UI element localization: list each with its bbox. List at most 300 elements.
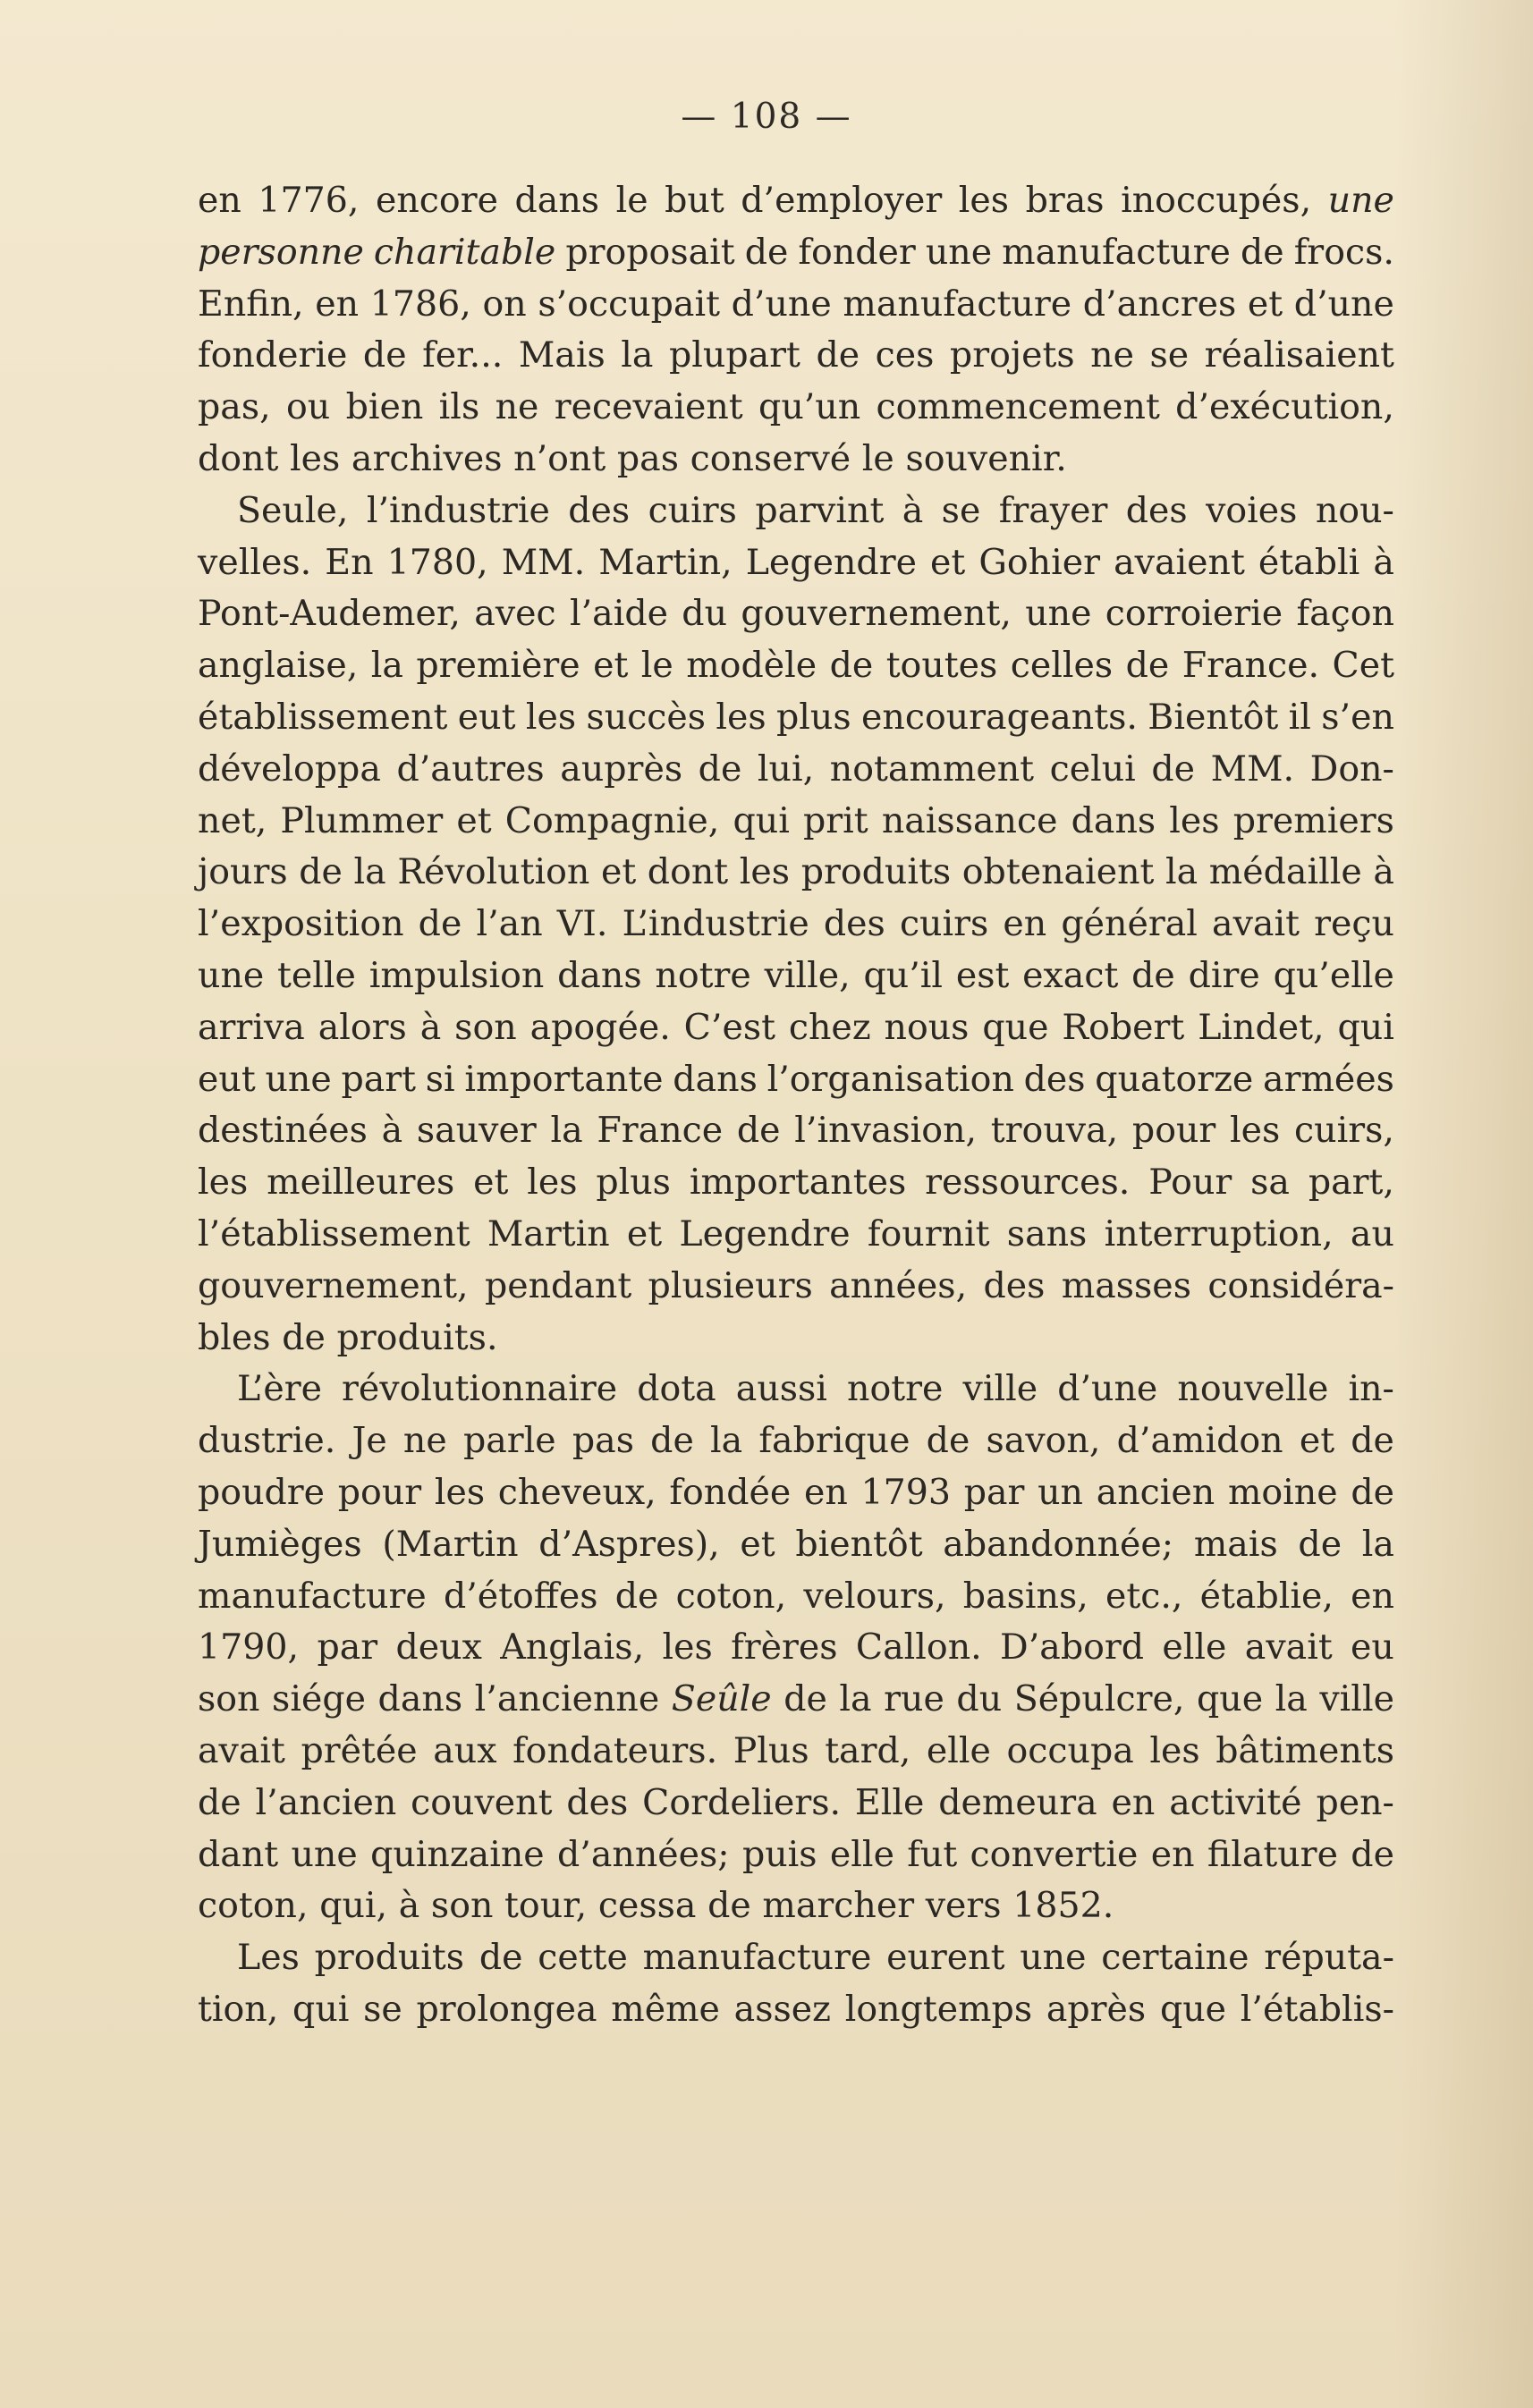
word: plusieurs [648, 1264, 813, 1306]
word: la [621, 334, 654, 376]
word: lui, [757, 748, 815, 790]
word: et [593, 645, 629, 687]
word: et [1299, 1420, 1335, 1462]
word: chez [788, 1006, 871, 1048]
word: que [1159, 1988, 1227, 2030]
text-line [198, 1984, 1394, 2036]
word: importantes [689, 1162, 907, 1204]
word: ou [286, 386, 331, 428]
word: nouvelle [1177, 1368, 1329, 1410]
word: avait [1212, 903, 1300, 945]
word: fut [907, 1833, 958, 1875]
word: manufacture [642, 1937, 872, 1979]
word: la [710, 1420, 743, 1462]
word: Plus [733, 1729, 809, 1771]
word: dota [637, 1368, 716, 1410]
word: impulsion [368, 954, 545, 996]
word: des [1023, 1058, 1086, 1100]
text-line [198, 537, 1394, 589]
word: bles [198, 1316, 271, 1358]
word: à [419, 1006, 442, 1048]
word: ne [402, 1420, 447, 1462]
word: pas [616, 437, 679, 479]
word: succès [586, 696, 707, 738]
word: une [925, 231, 993, 273]
word: demeura [938, 1781, 1097, 1823]
word: velours, [803, 1575, 946, 1617]
word: par [317, 1626, 378, 1669]
word: savon, [986, 1420, 1101, 1462]
word: que [1196, 1678, 1264, 1720]
word: ne [1090, 334, 1134, 376]
word: puis [741, 1833, 817, 1875]
word: quatorze [1095, 1058, 1254, 1100]
word: Martin [487, 1212, 610, 1255]
word: elle [926, 1729, 991, 1771]
word: elle [1162, 1626, 1227, 1669]
word: et [740, 1523, 775, 1565]
text-line [198, 899, 1394, 951]
word: importante [464, 1058, 664, 1100]
word: certaine [1101, 1937, 1249, 1979]
word: cuirs, [1294, 1110, 1394, 1152]
word: révolutionnaire [342, 1368, 618, 1410]
word: pendant [484, 1264, 632, 1306]
word: armées [1263, 1058, 1394, 1100]
word: les [525, 696, 577, 738]
word: sa [1250, 1162, 1290, 1204]
text-line [198, 796, 1394, 848]
text-line [198, 1415, 1394, 1467]
word: ressources. [925, 1162, 1131, 1204]
word: ville, [764, 954, 851, 996]
word: qui, [319, 1885, 388, 1927]
word: Martin, [598, 541, 733, 583]
word: Mais [518, 334, 606, 376]
word: archives [351, 437, 503, 479]
word: et [473, 1162, 509, 1204]
word: qui [292, 1988, 350, 2030]
word: dont [647, 851, 729, 893]
word: Compagnie, [504, 799, 720, 841]
word: de [829, 645, 874, 687]
word: parle [462, 1420, 556, 1462]
word: encourageants. [861, 696, 1138, 738]
word: part [341, 1058, 417, 1100]
word: assez [733, 1988, 831, 2030]
word: à [381, 1110, 403, 1152]
word: de [744, 231, 789, 273]
text-line [198, 847, 1394, 899]
word: en [198, 180, 241, 221]
word: d’exécution, [1175, 386, 1394, 428]
word: vers [925, 1885, 1002, 1927]
word: projets [949, 334, 1075, 376]
word: ils [438, 386, 480, 428]
word: la [370, 645, 403, 687]
word: et [930, 541, 966, 583]
word: années, [829, 1264, 968, 1306]
word: eut [198, 1058, 256, 1100]
text-line [198, 227, 1394, 279]
word: bâtiments [1215, 1729, 1394, 1771]
word: 1852. [1012, 1885, 1114, 1927]
word: la [839, 1678, 872, 1720]
word: les [1149, 1729, 1200, 1771]
text-line [198, 1571, 1394, 1623]
word: pen- [1316, 1781, 1394, 1823]
word: commencement [876, 386, 1160, 428]
word: l’invasion, [794, 1110, 978, 1152]
word: se [363, 1988, 402, 2030]
word: d’une [1057, 1368, 1158, 1410]
word: etc., [1105, 1575, 1183, 1617]
word: fondateurs. [512, 1729, 718, 1771]
word: Legendre [679, 1212, 851, 1255]
word: C’est [683, 1006, 775, 1048]
word: fondée [669, 1471, 792, 1513]
word: à [1373, 541, 1394, 583]
word: bras [1025, 180, 1105, 221]
word: avaient [1114, 541, 1245, 583]
word: de [1125, 645, 1170, 687]
word: L’ère [237, 1368, 322, 1410]
text-line [198, 175, 1394, 227]
text-line [198, 1002, 1394, 1054]
word: les [958, 180, 1010, 221]
word: d’Aspres), [538, 1523, 720, 1565]
word: en [1351, 1575, 1394, 1617]
word: au [1350, 1212, 1394, 1255]
word: et [600, 851, 637, 893]
word: gouvernement, [198, 1264, 469, 1306]
body-text [198, 175, 1394, 2036]
word: la [353, 851, 386, 893]
word: recevaient [554, 386, 743, 428]
word: Cet [1332, 645, 1394, 687]
word: est [955, 954, 1010, 996]
word: développa [198, 748, 381, 790]
word: de [1151, 748, 1196, 790]
word: siége [272, 1678, 366, 1720]
word: velles. [198, 541, 312, 583]
word: de [1351, 1471, 1394, 1513]
word: plupart [668, 334, 800, 376]
word: à [902, 489, 924, 531]
word: d’autres [396, 748, 545, 790]
text-line [198, 1778, 1394, 1829]
word: première [416, 645, 580, 687]
word: ne [495, 386, 539, 428]
word: plus [776, 696, 851, 738]
word: du [682, 593, 728, 635]
word: modèle [686, 645, 817, 687]
word: de [479, 1937, 523, 1979]
text-line [198, 1932, 1394, 1984]
word: Legendre [745, 541, 917, 583]
word: de [418, 903, 462, 945]
word: Les [237, 1937, 300, 1979]
word: tion, [198, 1988, 279, 2030]
word: exact [1022, 954, 1119, 996]
word: trouva, [990, 1110, 1119, 1152]
word: in- [1348, 1368, 1394, 1410]
word: s’en [1321, 696, 1394, 738]
word: en [803, 1471, 848, 1513]
word: parvint [755, 489, 885, 531]
word: la [1361, 1523, 1394, 1565]
word: de [1351, 1833, 1394, 1875]
word: Callon. [855, 1626, 982, 1669]
word: par [963, 1471, 1025, 1513]
word: en [1111, 1781, 1156, 1823]
word: général [1061, 903, 1198, 945]
word: fabrique [758, 1420, 910, 1462]
word: de [698, 748, 742, 790]
word: en [315, 283, 360, 325]
word: qu’un [758, 386, 861, 428]
word: Révolution [397, 851, 590, 893]
word: D’abord [1000, 1626, 1145, 1669]
word: qu’il [863, 954, 944, 996]
word: le [861, 437, 894, 479]
text-line [198, 1519, 1394, 1571]
word: conservé [690, 437, 851, 479]
word: de [614, 1575, 659, 1617]
word: dire [1188, 954, 1260, 996]
word: d’une [731, 283, 832, 325]
word: dont [198, 437, 279, 479]
word: bientôt [795, 1523, 923, 1565]
word: des [568, 489, 631, 531]
word: de [1298, 1523, 1342, 1565]
word: en [1150, 1833, 1195, 1875]
word: on [482, 283, 527, 325]
word: la [550, 1110, 583, 1152]
word: des [1125, 489, 1188, 531]
word: poudre [198, 1471, 326, 1513]
word: de [650, 1420, 694, 1462]
word: prêtée [301, 1729, 418, 1771]
text-line [198, 692, 1394, 744]
word: dustrie. [198, 1420, 336, 1462]
word: VI. [556, 903, 608, 945]
text-line [198, 1467, 1394, 1519]
word: toutes [885, 645, 998, 687]
word: et [1247, 283, 1283, 325]
word: l’exposition [198, 903, 404, 945]
word: celui [1049, 748, 1136, 790]
word: elle [829, 1833, 894, 1875]
word: Pont-Audemer, [198, 593, 461, 635]
word: le [640, 645, 673, 687]
word: son [454, 1006, 517, 1048]
word: avait [1244, 1626, 1333, 1669]
word: but [665, 180, 724, 221]
word: son [198, 1678, 260, 1720]
text-line [198, 744, 1394, 796]
word: dans [377, 1678, 463, 1720]
word: si [425, 1058, 455, 1100]
word: interruption, [1104, 1212, 1334, 1255]
word: fonder [798, 231, 916, 273]
word: et [626, 1212, 663, 1255]
word: à [398, 1885, 420, 1927]
word: celles [1010, 645, 1114, 687]
text-line [198, 1157, 1394, 1209]
word: Anglais, [500, 1626, 645, 1669]
word: destinées [198, 1110, 368, 1152]
word: d’employer [741, 180, 943, 221]
word: médaille [1208, 851, 1362, 893]
word: 1793 [860, 1471, 952, 1513]
word: longtemps [844, 1988, 1033, 2030]
word: l’ancienne [474, 1678, 660, 1720]
word: (Martin [382, 1523, 519, 1565]
word: souvenir. [905, 437, 1067, 479]
word: une [1020, 1937, 1087, 1979]
word: des [983, 1264, 1046, 1306]
word: après [1046, 1988, 1147, 2030]
word: d’étoffes [443, 1575, 598, 1617]
italic-word: personne [198, 231, 364, 273]
text-line [198, 1726, 1394, 1778]
word: l’établis- [1240, 1988, 1394, 2030]
word: En [325, 541, 374, 583]
word: fer... [422, 334, 504, 376]
word: d’années; [557, 1833, 730, 1875]
text-line [198, 1880, 1394, 1932]
word: apogée. [529, 1006, 671, 1048]
word: occupa [1006, 1729, 1134, 1771]
word: sauver [416, 1110, 537, 1152]
word: abandonnée; [943, 1523, 1174, 1565]
word: de [816, 334, 860, 376]
word: à [1373, 851, 1394, 893]
word: la [1165, 851, 1198, 893]
word: établissement [198, 696, 448, 738]
word: manufacture [843, 283, 1072, 325]
word: il [1288, 696, 1311, 738]
word: filature [1207, 1833, 1338, 1875]
text-line [198, 1261, 1394, 1313]
word: produits. [336, 1316, 498, 1358]
word: de [736, 1110, 781, 1152]
word: anglaise, [198, 645, 359, 687]
word: n’ont [513, 437, 606, 479]
word: frocs. [1293, 231, 1394, 273]
text-line [198, 1209, 1394, 1261]
word: MM. [1210, 748, 1295, 790]
word: convertie [970, 1833, 1139, 1875]
word: se [1149, 334, 1190, 376]
word: arriva [198, 1006, 305, 1048]
text-line [198, 640, 1394, 692]
word: encore [375, 180, 498, 221]
word: des [566, 1781, 629, 1823]
word: cette [538, 1937, 628, 1979]
word: Lindet, [1198, 1006, 1325, 1048]
word: gouvernement, [741, 593, 1012, 635]
word: 1786, [369, 283, 471, 325]
word: avait [198, 1729, 285, 1771]
text-line [198, 434, 1394, 486]
word: notre [847, 1368, 944, 1410]
word: les [716, 696, 766, 738]
word: les [1169, 799, 1220, 841]
word: une [198, 954, 265, 996]
word: de [707, 1885, 751, 1927]
word: une [265, 1058, 332, 1100]
word: Seule, [237, 489, 349, 531]
word: un [1038, 1471, 1083, 1513]
word: marcher [762, 1885, 915, 1927]
word: les [198, 1162, 249, 1204]
word: obtenaient [961, 851, 1155, 893]
word: rue [884, 1678, 944, 1720]
word: tour, [504, 1885, 588, 1927]
word: les [1230, 1110, 1281, 1152]
word: couvent [411, 1781, 553, 1823]
word: inoccupés, [1121, 180, 1312, 221]
word: eu [1351, 1626, 1394, 1669]
word: Enfin, [198, 283, 304, 325]
word: tard, [825, 1729, 911, 1771]
word: dans [1071, 799, 1156, 841]
word: la [1275, 1678, 1308, 1720]
word: manufacture [1002, 231, 1231, 273]
word: les [739, 851, 791, 893]
word: de [1351, 1420, 1394, 1462]
word: avec [474, 593, 556, 635]
word: en [1003, 903, 1047, 945]
text-line [198, 588, 1394, 640]
word: une [291, 1833, 358, 1875]
word: part, [1308, 1162, 1394, 1204]
word: et [456, 799, 492, 841]
word: Pour [1148, 1162, 1232, 1204]
word: Jumièges [198, 1523, 362, 1565]
word: 1776, [258, 180, 360, 221]
word: auprès [560, 748, 683, 790]
word: Bientôt [1148, 696, 1279, 738]
word: de [1240, 231, 1284, 273]
word: l’ancien [255, 1781, 397, 1823]
word: ville [1319, 1678, 1394, 1720]
word: pas, [198, 386, 271, 428]
word: moine [1227, 1471, 1338, 1513]
word: l’an [476, 903, 543, 945]
word: du [956, 1678, 1003, 1720]
word: Cordeliers. [642, 1781, 842, 1823]
word: proposait [565, 231, 735, 273]
word: coton, [675, 1575, 787, 1617]
word: de [926, 1420, 970, 1462]
word: le [615, 180, 648, 221]
word: frayer [998, 489, 1108, 531]
word: Sépulcre, [1013, 1678, 1185, 1720]
word: l’industrie [366, 489, 550, 531]
word: meilleures [267, 1162, 455, 1204]
word: l’établissement [198, 1212, 470, 1255]
word: ancien [1096, 1471, 1215, 1513]
word: ville [962, 1368, 1038, 1410]
word: dant [198, 1833, 279, 1875]
word: qui [1337, 1006, 1394, 1048]
text-line [198, 1674, 1394, 1726]
word: premiers [1232, 799, 1394, 841]
italic-word: Seûle [671, 1678, 772, 1720]
